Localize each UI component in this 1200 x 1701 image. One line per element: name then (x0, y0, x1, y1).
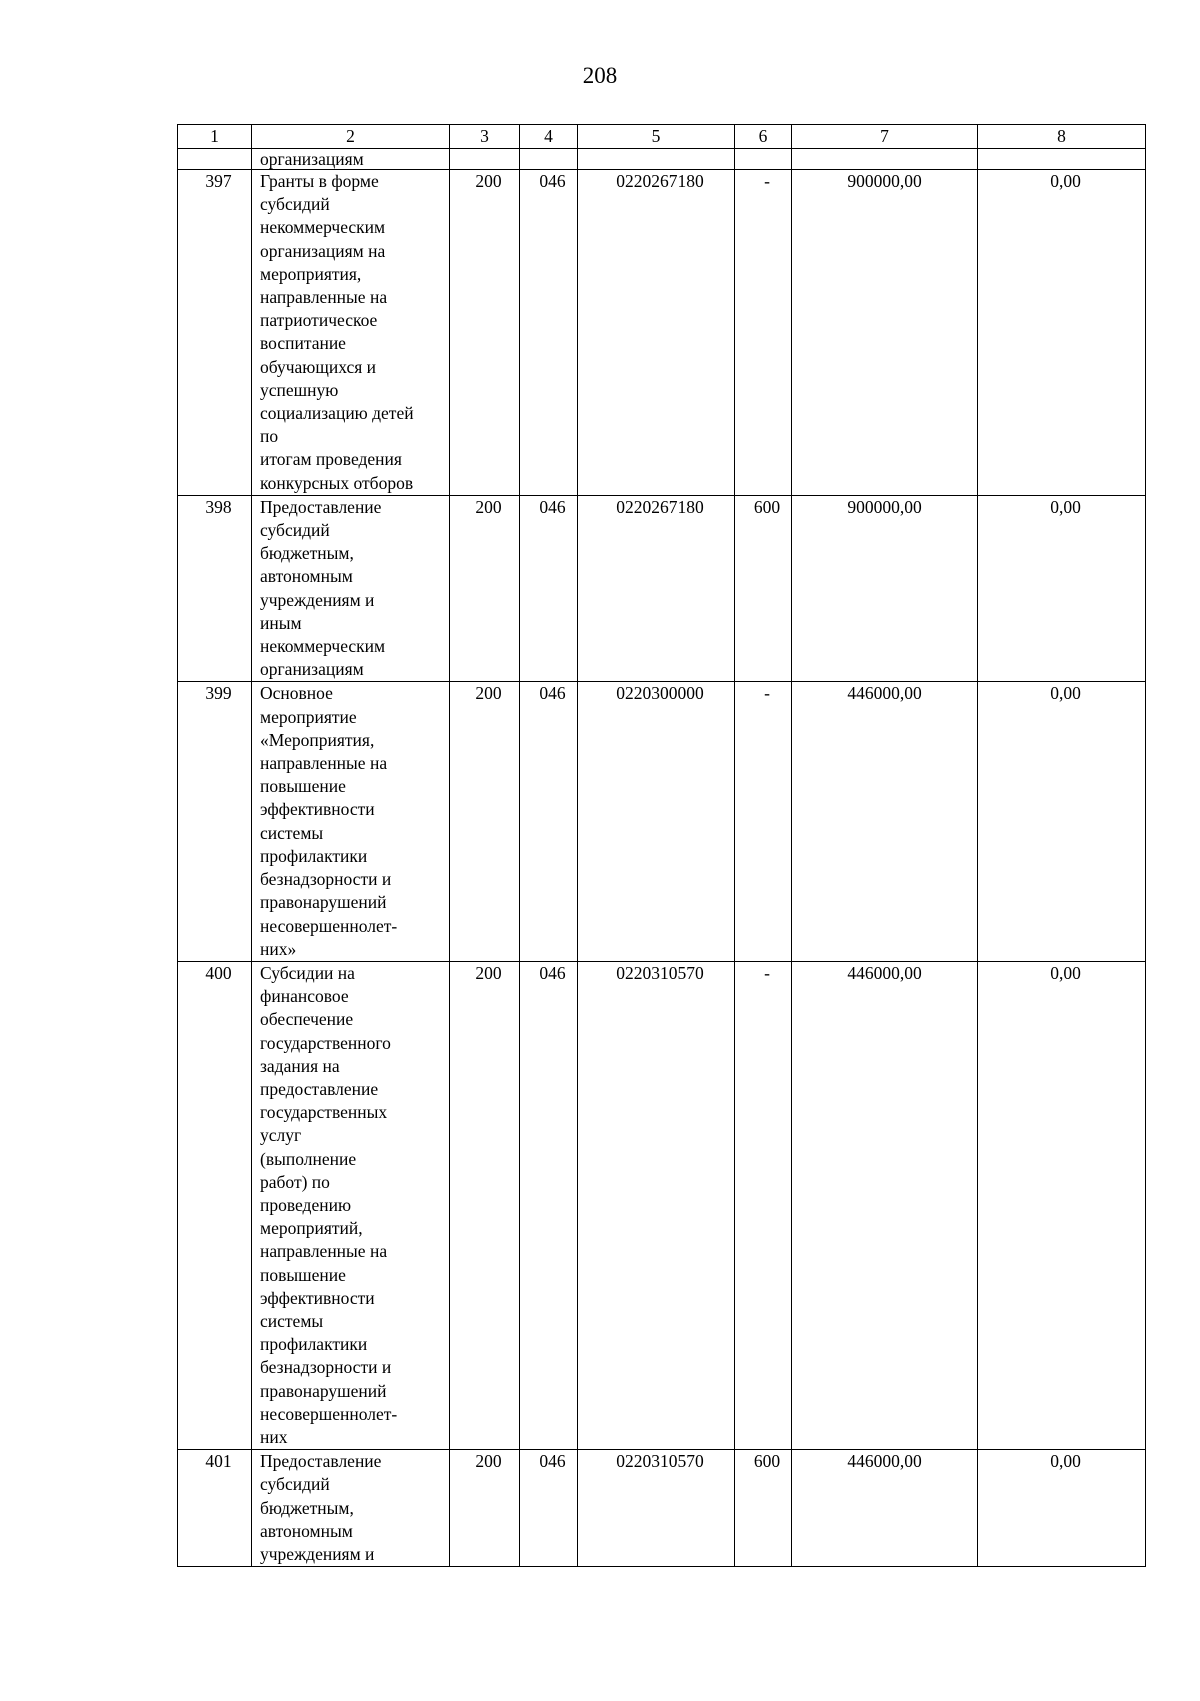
table-row (178, 961, 1146, 1449)
name-line: безнадзорности и (260, 869, 392, 890)
column-header-3: 3 (450, 125, 520, 149)
name-line: Предоставление (260, 496, 382, 517)
budget-table (177, 124, 1146, 1567)
cell-c7: 446000,00 (792, 961, 978, 1449)
cell-c4: 046 (520, 170, 578, 496)
cell-c8: 0,00 (978, 961, 1146, 1449)
cell-c7: 446000,00 (792, 682, 978, 961)
cell-c6: - (735, 682, 792, 961)
cell-c3: 200 (450, 170, 520, 496)
name-line: государственных (260, 1102, 388, 1123)
cell-c8: 0,00 (978, 170, 1146, 496)
name-line: мероприятия, (260, 263, 362, 284)
cell-c5: 0220267180 (578, 170, 735, 496)
cell-c5 (578, 149, 735, 170)
column-header-4: 4 (520, 125, 578, 149)
name-line: повышение (260, 776, 346, 797)
name-line: финансовое (260, 986, 349, 1007)
cell-c6: 600 (735, 495, 792, 682)
name-line: Предоставление (260, 1451, 382, 1472)
name-line: субсидий (260, 520, 330, 541)
cell-c7 (792, 149, 978, 170)
name-line: Гранты в форме (260, 171, 379, 191)
name-line: мероприятий, (260, 1218, 363, 1239)
column-header-1: 1 (178, 125, 252, 149)
name-line: предоставление (260, 1078, 379, 1099)
name-line: организациям (260, 659, 364, 680)
name-line: итогам проведения (260, 449, 402, 470)
name-line: правонарушений (260, 1380, 387, 1401)
cell-c6: - (735, 961, 792, 1449)
name-line: обучающихся и (260, 356, 377, 377)
name-line: бюджетным, (260, 543, 354, 564)
cell-c7: 446000,00 (792, 1450, 978, 1567)
name-line: правонарушений (260, 892, 387, 913)
name-line: «Мероприятия, (260, 729, 375, 750)
cell-c5: 0220310570 (578, 961, 735, 1449)
name-line: государственного (260, 1032, 391, 1053)
cell-c5: 0220310570 (578, 1450, 735, 1567)
cell-c3: 200 (450, 682, 520, 961)
name-line: по (260, 426, 279, 447)
column-number-row (178, 125, 1146, 149)
cell-c7: 900000,00 (792, 170, 978, 496)
name-line: направленные на (260, 287, 388, 308)
table-row (178, 1450, 1146, 1567)
name-line: них (260, 1426, 288, 1447)
name-line: Основное (260, 683, 333, 704)
name-line: мероприятие (260, 706, 357, 727)
cell-name: организациям (252, 149, 450, 170)
cell-c5: 0220267180 (578, 495, 735, 682)
cell-c3: 200 (450, 1450, 520, 1567)
cell-c4: 046 (520, 495, 578, 682)
cell-c3: 200 (450, 961, 520, 1449)
name-line: задания на (260, 1055, 340, 1076)
name-line: воспитание (260, 333, 346, 354)
name-line: безнадзорности и (260, 1357, 392, 1378)
name-line: несовершеннолет- (260, 1403, 398, 1424)
name-line: несовершеннолет- (260, 915, 398, 936)
continuation-row (178, 149, 1146, 170)
cell-num (178, 149, 252, 170)
table-row (178, 682, 1146, 961)
cell-c4 (520, 149, 578, 170)
name-line: Субсидии на (260, 962, 355, 983)
cell-c4: 046 (520, 682, 578, 961)
cell-c5: 0220300000 (578, 682, 735, 961)
name-line: иным (260, 612, 302, 633)
cell-c7: 900000,00 (792, 495, 978, 682)
cell-c6: - (735, 170, 792, 496)
column-header-2: 2 (252, 125, 450, 149)
name-line: эффективности (260, 1287, 375, 1308)
name-line: некоммерческим (260, 636, 386, 657)
name-line: работ) по (260, 1171, 330, 1192)
name-line: направленные на (260, 1241, 388, 1262)
column-header-5: 5 (578, 125, 735, 149)
cell-row-number: 399 (178, 682, 252, 961)
name-line: субсидий (260, 194, 330, 215)
name-line: них» (260, 938, 297, 959)
table-row (178, 495, 1146, 682)
name-line: патриотическое (260, 310, 378, 331)
cell-name (252, 495, 450, 682)
table-row (178, 170, 1146, 496)
cell-row-number: 397 (178, 170, 252, 496)
name-line: бюджетным, (260, 1497, 354, 1518)
cell-c3 (450, 149, 520, 170)
page-number: 208 (582, 63, 618, 88)
name-line: услуг (260, 1125, 302, 1146)
cell-name (252, 170, 450, 496)
cell-c6: 600 (735, 1450, 792, 1567)
name-line: направленные на (260, 753, 388, 774)
name-line: субсидий (260, 1474, 330, 1495)
name-line: конкурсных отборов (260, 472, 414, 493)
name-line: организациям на (260, 240, 386, 261)
column-header-8: 8 (978, 125, 1146, 149)
cell-c6 (735, 149, 792, 170)
cell-c8: 0,00 (978, 1450, 1146, 1567)
cell-row-number: 398 (178, 495, 252, 682)
name-line: проведению (260, 1194, 352, 1215)
cell-c8: 0,00 (978, 495, 1146, 682)
name-line: некоммерческим (260, 217, 386, 238)
cell-name (252, 682, 450, 961)
name-line: профилактики (260, 1334, 368, 1355)
name-line: повышение (260, 1264, 346, 1285)
cell-name (252, 961, 450, 1449)
name-line: профилактики (260, 845, 368, 866)
cell-c3: 200 (450, 495, 520, 682)
name-line: автономным (260, 1520, 353, 1541)
cell-c8 (978, 149, 1146, 170)
column-header-6: 6 (735, 125, 792, 149)
cell-row-number: 401 (178, 1450, 252, 1567)
name-line: системы (260, 1310, 324, 1331)
name-line: обеспечение (260, 1009, 354, 1030)
name-line: системы (260, 822, 324, 843)
name-line: (выполнение (260, 1148, 357, 1169)
cell-c4: 046 (520, 1450, 578, 1567)
name-line: автономным (260, 566, 353, 587)
cell-c4: 046 (520, 961, 578, 1449)
name-line: учреждениям и (260, 589, 375, 610)
name-line: социализацию детей (260, 403, 414, 424)
cell-name (252, 1450, 450, 1567)
name-line: учреждениям и (260, 1543, 375, 1564)
column-header-7: 7 (792, 125, 978, 149)
name-line: эффективности (260, 799, 375, 820)
cell-row-number: 400 (178, 961, 252, 1449)
cell-c8: 0,00 (978, 682, 1146, 961)
name-line: успешную (260, 379, 339, 400)
